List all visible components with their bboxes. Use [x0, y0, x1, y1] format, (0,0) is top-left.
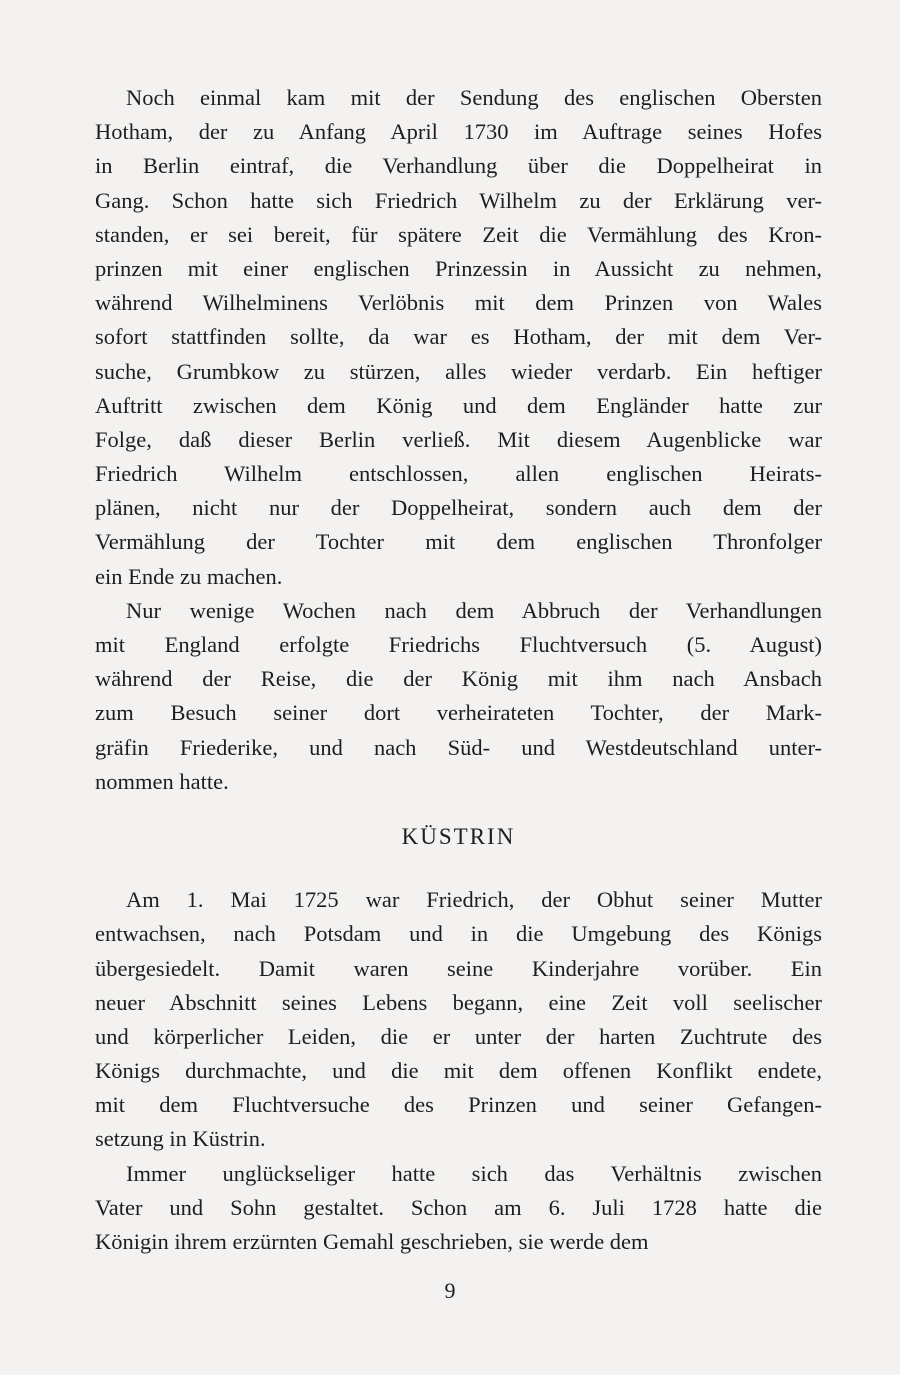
text-line: Folge, daß dieser Berlin verließ. Mit diesem Augenblicke war [95, 426, 822, 452]
text-line: Gang. Schon hatte sich Friedrich Wilhelm zu der Erklärung ver- [95, 187, 822, 213]
paragraph [95, 1157, 822, 1260]
text-line: während der Reise, die der König mit ihm nach Ansbach [95, 666, 822, 692]
text-line: Friedrich Wilhelm entschlossen, allen englischen Heirats- [95, 461, 822, 487]
text-line: in Berlin eintraf, die Verhandlung über die Doppelheirat in [95, 153, 822, 179]
text-line: suche, Grumbkow zu stürzen, alles wieder verdarb. Ein heftiger [95, 358, 822, 384]
text-line: setzung in Küstrin. [95, 1126, 266, 1152]
text-line: sofort stattfinden sollte, da war es Hotham, der mit dem Ver- [95, 324, 822, 350]
text-line: nommen hatte. [95, 768, 229, 794]
text-before-heading [95, 81, 822, 799]
text-line: mit England erfolgte Friedrichs Fluchtversuch (5. August) [95, 632, 822, 657]
text-line: prinzen mit einer englischen Prinzessin in Aussicht zu nehmen, [95, 255, 822, 281]
text-line: Am 1. Mai 1725 war Friedrich, der Obhut seiner Mutter [126, 887, 822, 913]
text-line: Hotham, der zu Anfang April 1730 im Auftrage seines Hofes [95, 119, 822, 145]
text-line: neuer Abschnitt seines Lebens begann, eine Zeit voll seelischer [95, 989, 822, 1015]
text-line: Königin ihrem erzürnten Gemahl geschrieben, sie werde dem [95, 1229, 649, 1254]
text-line: ein Ende zu machen. [95, 563, 283, 589]
paragraph [95, 81, 822, 594]
text-line: mit dem Fluchtversuche des Prinzen und seiner Gefangen- [95, 1092, 822, 1118]
text-line: Nur wenige Wochen nach dem Abbruch der Verhandlungen [126, 597, 822, 623]
text-after-heading [95, 883, 822, 1259]
text-line: und körperlicher Leiden, die er unter der harten Zuchtrute des [95, 1023, 822, 1049]
text-line: gräfin Friederike, und nach Süd- und Westdeutschland unter- [95, 734, 822, 760]
text-line: übergesiedelt. Damit waren seine Kinderjahre vorüber. Ein [95, 955, 822, 981]
text-line: Immer unglückseliger hatte sich das Verhältnis zwischen [126, 1160, 822, 1186]
text-line: zum Besuch seiner dort verheirateten Tochter, der Mark- [95, 700, 822, 726]
page-body [95, 81, 822, 1259]
text-line: plänen, nicht nur der Doppelheirat, sondern auch dem der [95, 495, 822, 521]
text-line: Königs durchmachte, und die mit dem offenen Konflikt endete, [95, 1058, 822, 1084]
text-line: entwachsen, nach Potsdam und in die Umgebung des Königs [95, 921, 822, 947]
text-line: standen, er sei bereit, für spätere Zeit die Vermählung des Kron- [95, 221, 822, 247]
text-line: während Wilhelminens Verlöbnis mit dem Prinzen von Wales [95, 290, 822, 316]
text-line: Noch einmal kam mit der Sendung des englischen Obersten [126, 85, 822, 110]
section-heading: KÜSTRIN [401, 823, 516, 849]
paragraph [95, 883, 822, 1157]
page-number: 9 [444, 1278, 456, 1303]
text-line: Auftritt zwischen dem König und dem Engländer hatte zur [95, 392, 822, 418]
text-line: Vater und Sohn gestaltet. Schon am 6. Juli 1728 hatte die [95, 1194, 822, 1220]
paragraph [95, 594, 822, 799]
text-line: Vermählung der Tochter mit dem englischen Thronfolger [95, 529, 822, 555]
